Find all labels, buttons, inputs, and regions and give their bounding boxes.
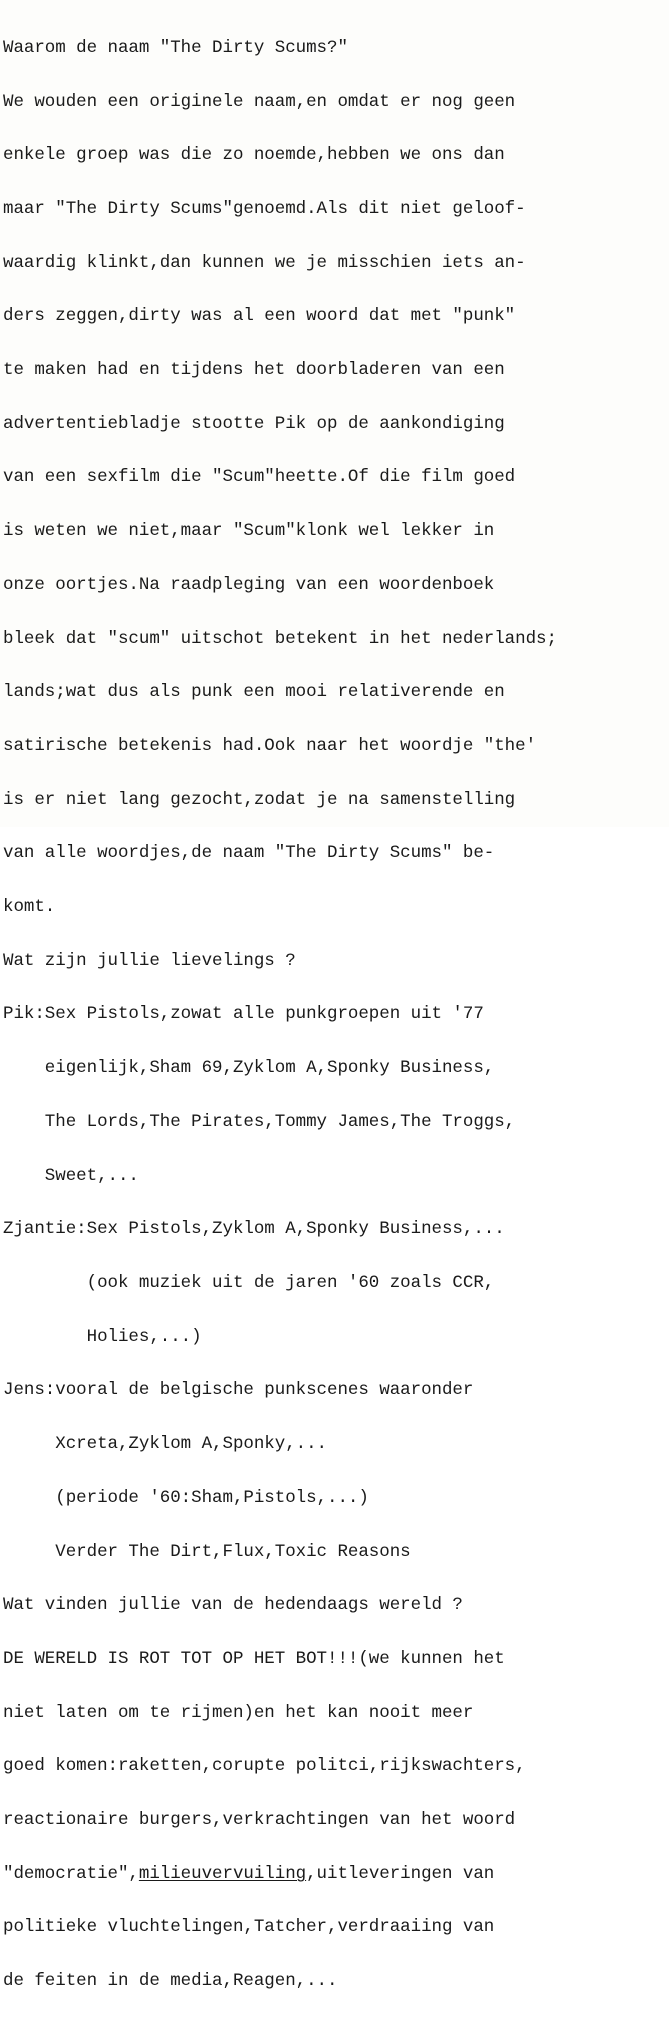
- answer-line: Jens:vooral de belgische punkscenes waaronder: [3, 1380, 474, 1401]
- text-line: komt.: [3, 897, 56, 918]
- answer-line: [3, 1863, 557, 1884]
- text-line: bleek dat "scum" uitschot betekent in het nederlands;: [3, 628, 557, 649]
- answer-line: DE WERELD IS ROT TOT OP HET BOT!!!(we kunnen het: [3, 1648, 505, 1669]
- text-line: is er niet lang gezocht,zodat je na samenstelling: [3, 789, 516, 810]
- answer-line: Holies,...): [3, 1326, 202, 1347]
- text-line: waardig klinkt,dan kunnen we je misschien iets an-: [3, 252, 526, 273]
- answer-line: Verder The Dirt,Flux,Toxic Reasons: [3, 1541, 411, 1562]
- answer-line: Sweet,...: [3, 1165, 139, 1186]
- question-heading: Wat zijn jullie lievelings ?: [3, 950, 296, 971]
- text-segment: ,uitleveringen van: [306, 1863, 495, 1884]
- answer-line: de feiten in de media,Reagen,...: [3, 1971, 338, 1992]
- article-body: [3, 4, 557, 2027]
- text-line: advertentiebladje stootte Pik op de aankondiging: [3, 413, 505, 434]
- text-line: van een sexfilm die "Scum"heette.Of die film goed: [3, 467, 516, 488]
- text-line: is weten we niet,maar "Scum"klonk wel lekker in: [3, 521, 495, 542]
- answer-line: Pik:Sex Pistols,zowat alle punkgroepen uit '77: [3, 1004, 484, 1025]
- answer-line: goed komen:raketten,corupte politci,rijkswachters,: [3, 1756, 526, 1777]
- answer-line: niet laten om te rijmen)en het kan nooit meer: [3, 1702, 474, 1723]
- answer-line: reactionaire burgers,verkrachtingen van het woord: [3, 1810, 516, 1831]
- answer-line: politieke vluchtelingen,Tatcher,verdraaiing van: [3, 1917, 495, 1938]
- text-line: enkele groep was die zo noemde,hebben we ons dan: [3, 145, 505, 166]
- answer-line: The Lords,The Pirates,Tommy James,The Troggs,: [3, 1111, 516, 1132]
- answer-line: eigenlijk,Sham 69,Zyklom A,Sponky Business,: [3, 1058, 495, 1079]
- answer-line: Zjantie:Sex Pistols,Zyklom A,Sponky Business,...: [3, 1219, 505, 1240]
- text-line: We wouden een originele naam,en omdat er nog geen: [3, 91, 516, 112]
- question-heading: Waarom de naam "The Dirty Scums?": [3, 37, 348, 58]
- answer-line: (ook muziek uit de jaren '60 zoals CCR,: [3, 1272, 495, 1293]
- underlined-word: milieuvervuiling: [138, 1863, 307, 1884]
- answer-line: (periode '60:Sham,Pistols,...): [3, 1487, 369, 1508]
- text-line: onze oortjes.Na raadpleging van een woordenboek: [3, 574, 495, 595]
- answer-line: Xcreta,Zyklom A,Sponky,...: [3, 1434, 328, 1455]
- question-heading: Wat vinden jullie van de hedendaags wereld ?: [3, 1595, 463, 1616]
- text-line: lands;wat dus als punk een mooi relativerende en: [3, 682, 505, 703]
- text-line: te maken had en tijdens het doorbladeren van een: [3, 360, 505, 381]
- text-line: ders zeggen,dirty was al een woord dat met "punk": [3, 306, 516, 327]
- text-line: satirische betekenis had.Ook naar het woordje "the': [3, 735, 537, 756]
- text-segment: "democratie",: [3, 1863, 139, 1884]
- text-line: maar "The Dirty Scums"genoemd.Als dit niet geloof-: [3, 198, 526, 219]
- text-line: van alle woordjes,de naam "The Dirty Scums" be-: [3, 843, 495, 864]
